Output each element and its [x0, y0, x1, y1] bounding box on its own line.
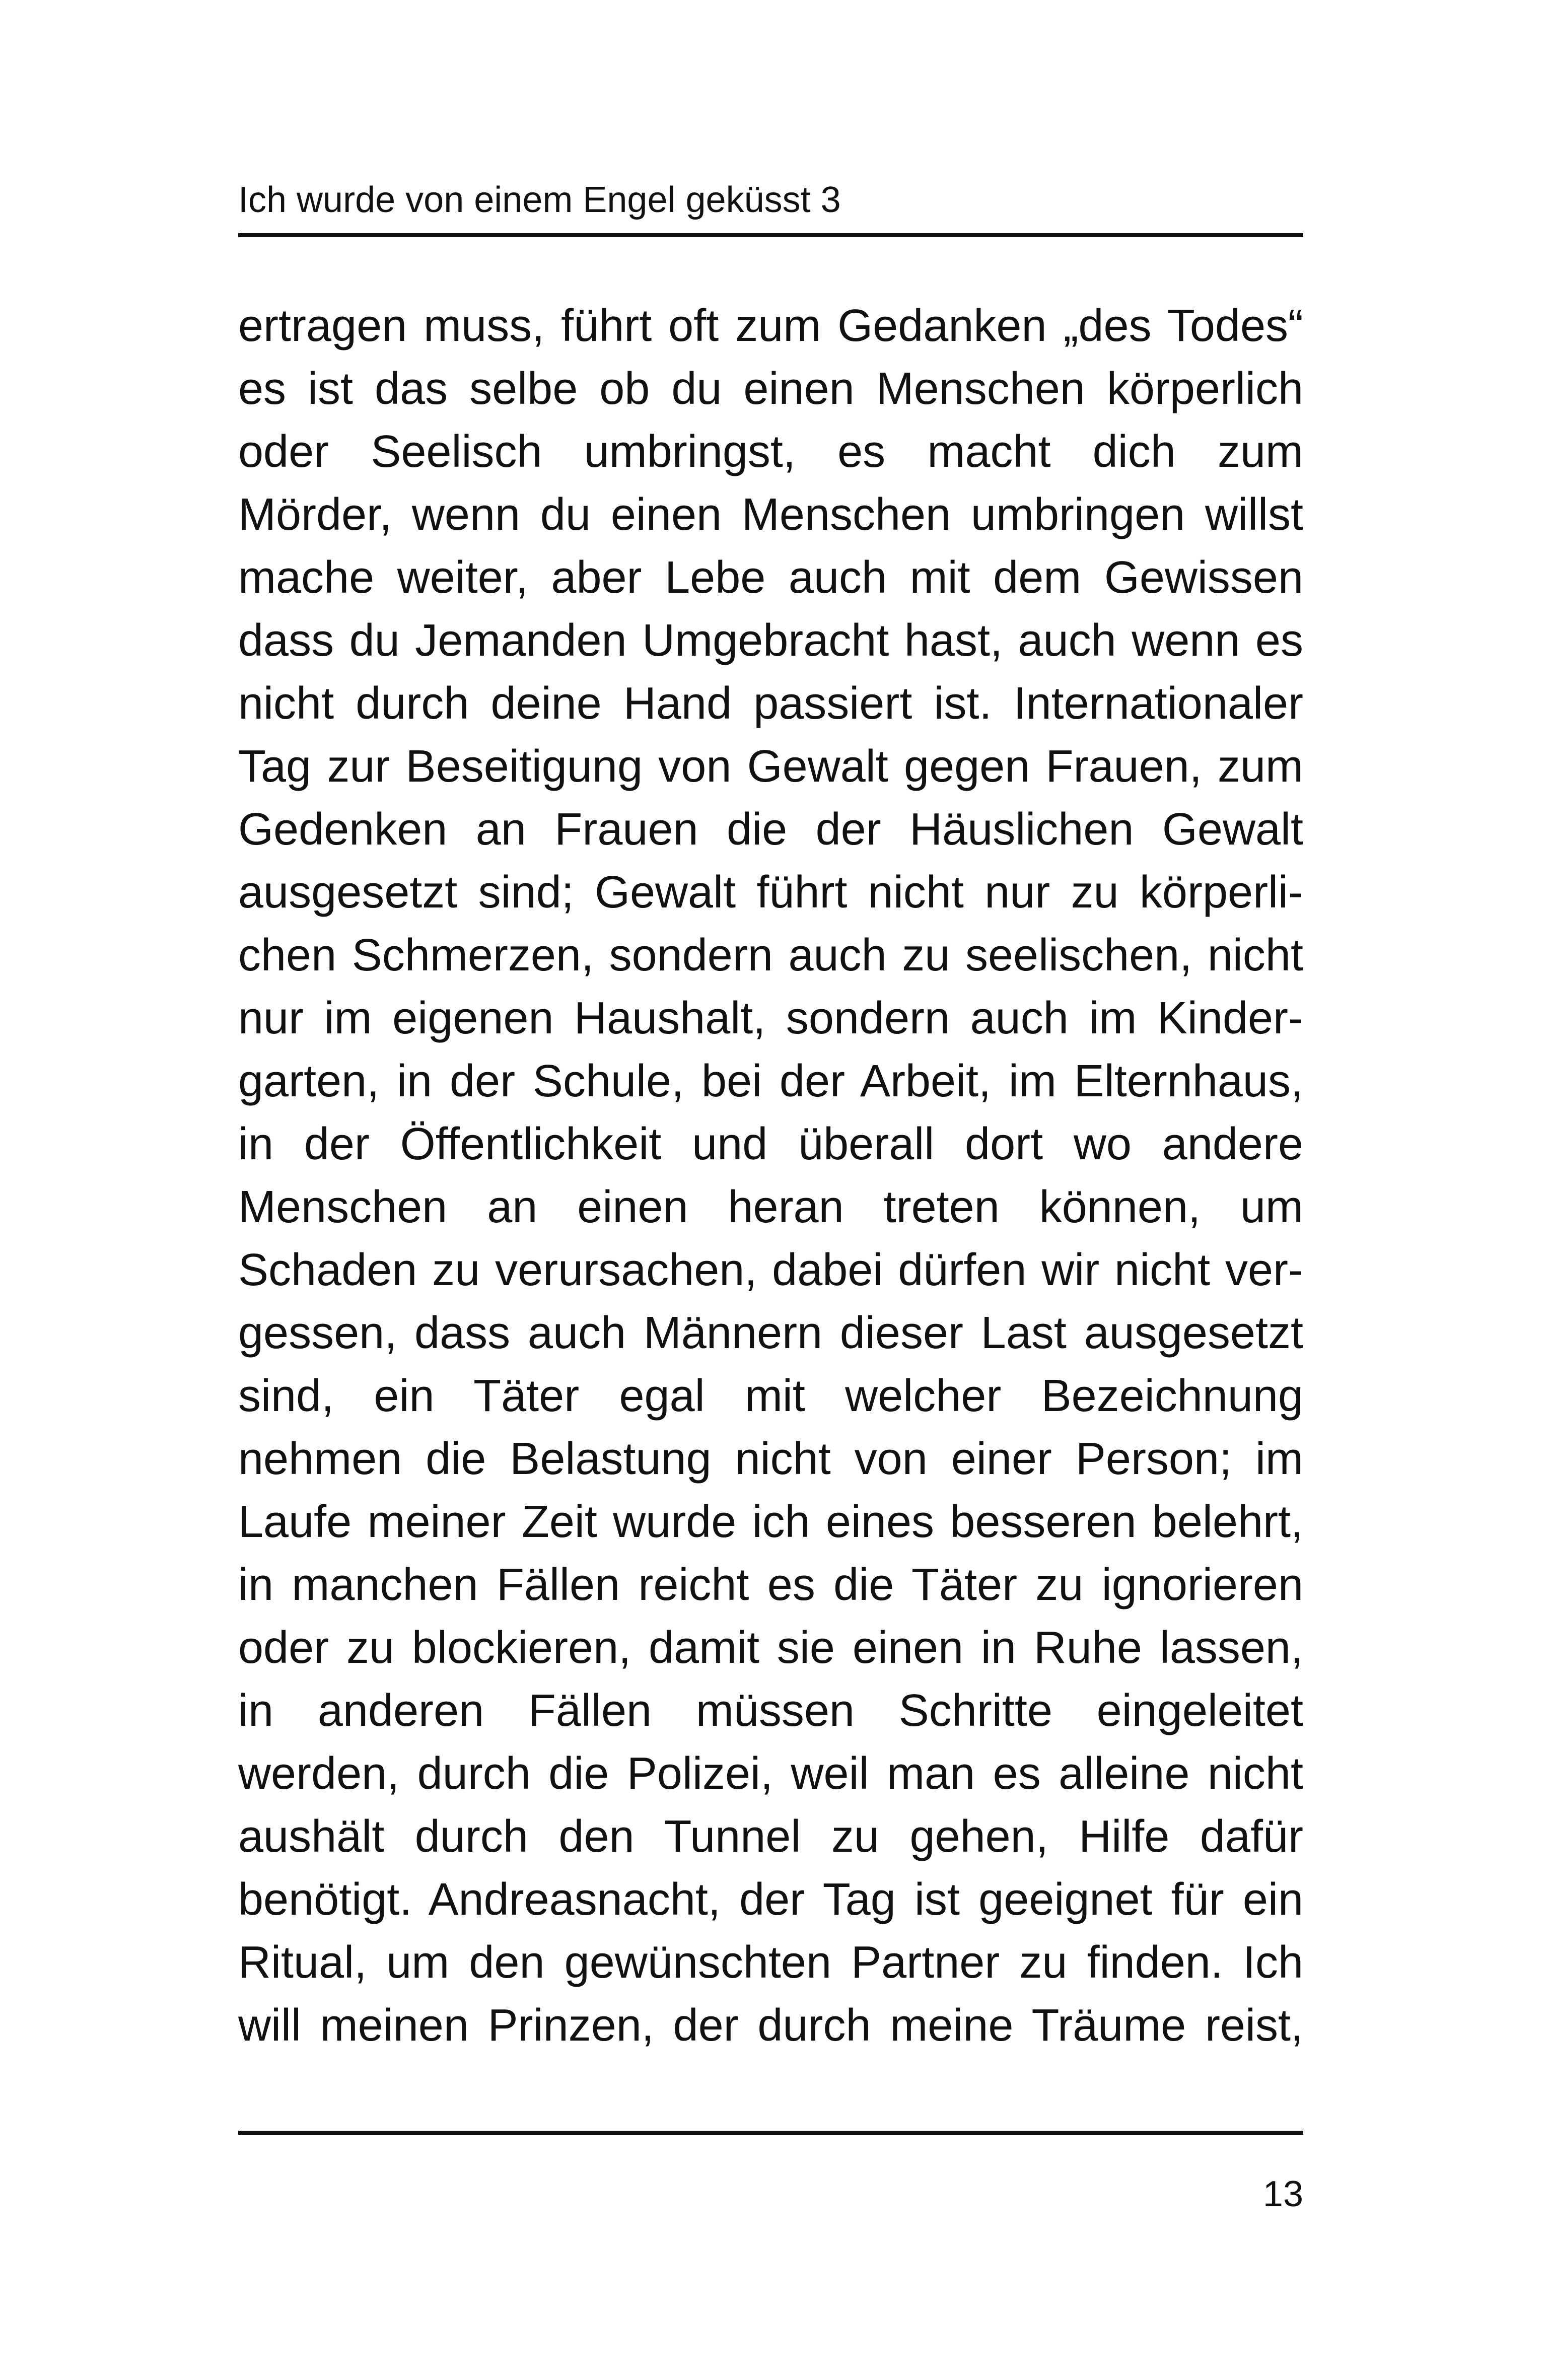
- text-line: gessen, dass auch Männern dieser Last ausgesetzt: [238, 1308, 1303, 1358]
- text-line: nur im eigenen Haushalt, sondern auch im Kinder-: [238, 993, 1303, 1043]
- text-line: ertragen muss, führt oft zum Gedanken „des Todes“: [238, 301, 1303, 351]
- text-line: Gedenken an Frauen die der Häuslichen Gewalt: [238, 804, 1303, 855]
- text-line: Schaden zu verursachen, dabei dürfen wir nicht ver-: [238, 1245, 1303, 1295]
- page-number: 13: [1262, 2174, 1303, 2214]
- text-line: werden, durch die Polizei, weil man es alleine nicht: [238, 1748, 1303, 1799]
- text-line: mache weiter, aber Lebe auch mit dem Gewissen: [238, 552, 1303, 603]
- text-line: garten, in der Schule, bei der Arbeit, im Elternhaus,: [238, 1056, 1303, 1106]
- text-line: Mörder, wenn du einen Menschen umbringen willst: [238, 489, 1303, 540]
- text-line: will meinen Prinzen, der durch meine Träume reist,: [238, 2000, 1303, 2051]
- text-line: Ritual, um den gewünschten Partner zu finden. Ich: [238, 1937, 1303, 1988]
- text-line: dass du Jemanden Umgebracht hast, auch wenn es: [238, 615, 1303, 666]
- text-line: ausgesetzt sind; Gewalt führt nicht nur zu körperli-: [238, 867, 1303, 918]
- text-line: oder zu blockieren, damit sie einen in Ruhe lassen,: [238, 1623, 1303, 1673]
- text-line: Tag zur Beseitigung von Gewalt gegen Frauen, zum: [238, 741, 1303, 792]
- text-line: nicht durch deine Hand passiert ist. Internationaler: [238, 678, 1303, 729]
- text-line: es ist das selbe ob du einen Menschen körperlich: [238, 364, 1303, 414]
- running-header: Ich wurde von einem Engel geküsst 3: [238, 180, 841, 220]
- footer-rule: [238, 2131, 1303, 2135]
- text-line: in anderen Fällen müssen Schritte eingeleitet: [238, 1686, 1303, 1736]
- text-line: Menschen an einen heran treten können, um: [238, 1182, 1303, 1232]
- header-rule: [238, 233, 1303, 237]
- text-line: oder Seelisch umbringst, es macht dich zum: [238, 427, 1303, 477]
- text-line: in der Öffentlichkeit und überall dort wo andere: [238, 1119, 1303, 1169]
- text-line: in manchen Fällen reicht es die Täter zu ignorieren: [238, 1560, 1303, 1610]
- body-text: [238, 295, 1303, 2057]
- text-line: aushält durch den Tunnel zu gehen, Hilfe dafür: [238, 1811, 1303, 1862]
- text-line: sind, ein Täter egal mit welcher Bezeichnung: [238, 1371, 1303, 1421]
- text-line: Laufe meiner Zeit wurde ich eines besseren belehrt,: [238, 1497, 1303, 1547]
- text-line: nehmen die Belastung nicht von einer Person; im: [238, 1434, 1303, 1484]
- text-line: chen Schmerzen, sondern auch zu seelischen, nicht: [238, 930, 1303, 981]
- text-line: benötigt. Andreasnacht, der Tag ist geeignet für ein: [238, 1874, 1303, 1925]
